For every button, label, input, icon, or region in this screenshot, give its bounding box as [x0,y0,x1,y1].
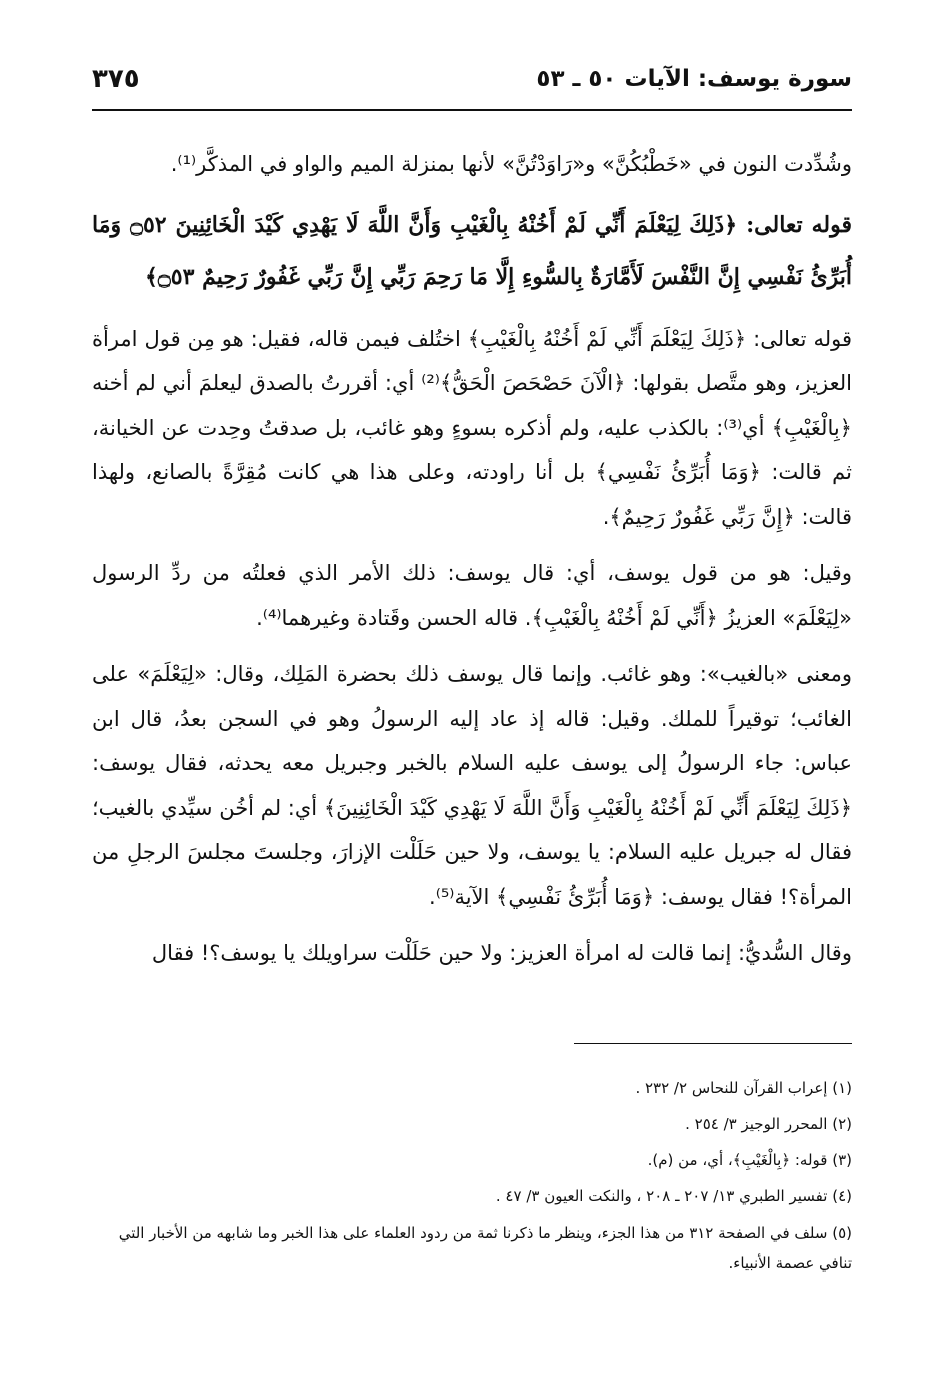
footnote-5: (٥) سلف في الصفحة ٣١٢ من هذا الجزء، وينظر ما ذكرنا ثمة من ردود العلماء على هذا الخبر وما شابهه من الأخبار التي تنافي عصمة الأنبياء. [118,1224,852,1272]
page-number: ٣٧٥ [92,64,140,94]
footnote-rule [574,1043,852,1044]
footnote-4: (٤) تفسير الطبري ١٣/ ٢٠٧ ـ ٢٠٨ ، والنكت العيون ٣/ ٤٧ . [495,1187,852,1205]
paragraph-commentary-1: قوله تعالى: ﴿ذَلِكَ لِيَعْلَمَ أَنِّي لَمْ أَخُنْهُ بِالْغَيْبِ﴾ اختُلف فيمن قاله، فقيل: هو مِن قول امرأة العزيز، وهو متَّصل بقولها: ﴿الْآنَ حَصْحَصَ الْحَقُّ﴾⁽²⁾ أي: أقررتُ بالصدق ليعلمَ أني لم أخنه ﴿بِالْغَيْبِ﴾ أي⁽³⁾: بالكذب عليه، ولم أذكره بسوءٍ وهو غائب، بل صدقتُ وحِدت عن الخيانة، ثم قالت: ﴿وَمَا أُبَرِّئُ نَفْسِي﴾ بل أنا راودته، وعلى هذا هي كانت مُقِرَّةً بالصانع، ولهذا قالت: ﴿إِنَّ رَبِّي غَفُورٌ رَحِيمٌ﴾. [92,326,852,529]
footnotes [92,1070,852,1278]
header-title: سورة يوسف: الآيات ٥٠ ـ ٥٣ [536,66,852,92]
main-text [92,142,852,976]
verse-heading: قوله تعالى: ﴿ذَلِكَ لِيَعْلَمَ أَنِّي لَمْ أَخُنْهُ بِالْغَيْبِ وَأَنَّ اللَّهَ لَا يَهْدِي كَيْدَ الْخَائِنِينَ ۝٥٢ وَمَا أُبَرِّئُ نَفْسِي إِنَّ النَّفْسَ لَأَمَّارَةٌ بِالسُّوءِ إِلَّا مَا رَحِمَ رَبِّي إِنَّ رَبِّي غَفُورٌ رَحِيمٌ ۝٥٣﴾ [92,211,852,290]
paragraph-continuation: وقال السُّديُّ: إنما قالت له امرأة العزيز: ولا حين حَلَلْت سراويلك يا يوسف؟! فقال [151,941,852,965]
header-rule [92,109,852,111]
running-header [92,62,852,106]
footnote-1: (١) إعراب القرآن للنحاس ٢/ ٢٣٢ . [635,1079,852,1097]
footnote-2: (٢) المحرر الوجيز ٣/ ٢٥٤ . [685,1115,852,1133]
footnote-3: (٣) قوله: ﴿بِالْغَيْبِ﴾، أي، من (م). [647,1151,852,1169]
paragraph-commentary-2: وقيل: هو من قول يوسف، أي: قال يوسف: ذلك الأمر الذي فعلتُه من ردِّ الرسول «لِيَعْلَمَ» العزيزُ ﴿أَنِّي لَمْ أَخُنْهُ بِالْغَيْبِ﴾. قاله الحسن وقَتادة وغيرهما⁽⁴⁾. [92,561,852,630]
paragraph-intro: وشُدِّدت النون في «خَطْبُكُنَّ» و«رَاوَدْتُنَّ» لأنها بمنزلة الميم والواو في المذكَّر⁽¹⁾. [170,152,852,176]
paragraph-commentary-3: ومعنى «بالغيب»: وهو غائب. وإنما قال يوسف ذلك بحضرة المَلِك، وقال: «لِيَعْلَمَ» على الغائب؛ توقيراً للملك. وقيل: قاله إذ عاد إليه الرسولُ وهو في السجن بعدُ، قال ابن عباس: جاء الرسولُ إلى يوسف عليه السلام بالخبر وجبريل معه يحدثه، فقال يوسف: ﴿ذَلِكَ لِيَعْلَمَ أَنِّي لَمْ أَخُنْهُ بِالْغَيْبِ وَأَنَّ اللَّهَ لَا يَهْدِي كَيْدَ الْخَائِنِينَ﴾ أي: لم أخُن سيِّدي بالغيب؛ فقال له جبريل عليه السلام: يا يوسف، ولا حين حَلَلْت الإزارَ، وجلستَ مجلسَ الرجلِ من المرأة؟! فقال يوسف: ﴿وَمَا أُبَرِّئُ نَفْسِي﴾ الآية⁽⁵⁾. [92,662,852,909]
